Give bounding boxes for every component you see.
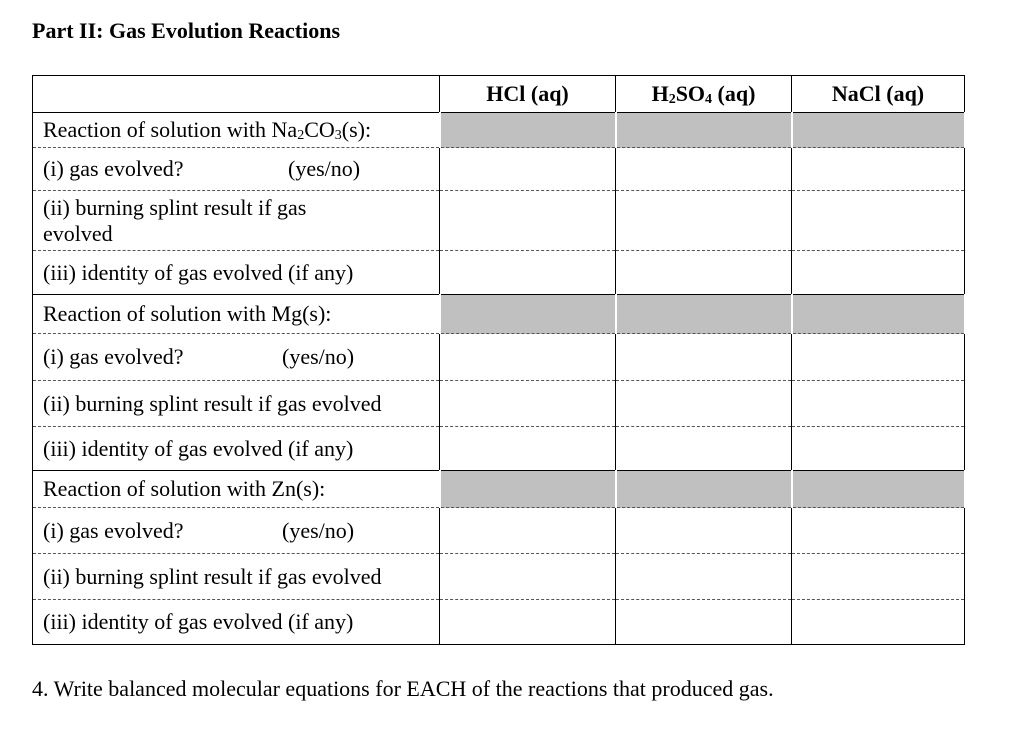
shaded-cell: [440, 113, 616, 148]
header-nacl: NaCl (aq): [792, 76, 965, 113]
answer-cell[interactable]: [616, 148, 792, 191]
shaded-cell: [440, 471, 616, 508]
answer-cell[interactable]: [440, 600, 616, 645]
answer-cell[interactable]: [440, 427, 616, 471]
answer-cell[interactable]: [792, 600, 965, 645]
row-label-gas-evolved: (i) gas evolved? (yes/no): [33, 334, 440, 381]
row-label-gas-identity: (iii) identity of gas evolved (if any): [33, 427, 440, 471]
answer-cell[interactable]: [616, 600, 792, 645]
answer-cell[interactable]: [792, 148, 965, 191]
row-label-burning-splint: (ii) burning splint result if gas evolved: [33, 381, 440, 427]
shaded-cell: [616, 113, 792, 148]
answer-cell[interactable]: [616, 508, 792, 554]
answer-cell[interactable]: [440, 251, 616, 295]
answer-cell[interactable]: [792, 508, 965, 554]
shaded-cell: [792, 471, 965, 508]
answer-cell[interactable]: [440, 334, 616, 381]
shaded-cell: [616, 471, 792, 508]
header-blank: [33, 76, 440, 113]
answer-cell[interactable]: [792, 251, 965, 295]
answer-cell[interactable]: [440, 148, 616, 191]
answer-cell[interactable]: [792, 381, 965, 427]
section-header-na2co3: Reaction of solution with $Na_2CO_3(s)$:: [33, 113, 440, 148]
answer-cell[interactable]: [616, 427, 792, 471]
answer-cell[interactable]: [616, 334, 792, 381]
section-title: Part II: Gas Evolution Reactions: [32, 18, 340, 43]
answer-cell[interactable]: [440, 191, 616, 251]
row-label-burning-splint: (ii) burning splint result if gas evolved: [33, 554, 440, 600]
shaded-cell: [616, 295, 792, 334]
row-label-gas-identity: (iii) identity of gas evolved (if any): [33, 251, 440, 295]
row-label-burning-splint: (ii) burning splint result if gas evolved: [33, 191, 440, 251]
row-label-gas-evolved: (i) gas evolved? (yes/no): [33, 148, 440, 191]
answer-cell[interactable]: [616, 381, 792, 427]
answer-cell[interactable]: [792, 191, 965, 251]
section-header-mg: Reaction of solution with Mg(s):: [33, 295, 440, 334]
row-label-gas-identity: (iii) identity of gas evolved (if any): [33, 600, 440, 645]
section-header-zn: Reaction of solution with Zn(s):: [33, 471, 440, 508]
answer-cell[interactable]: [616, 191, 792, 251]
answer-cell[interactable]: [440, 381, 616, 427]
header-hcl: HCl (aq): [440, 76, 616, 113]
gas-evolution-table: [32, 75, 966, 645]
answer-cell[interactable]: [792, 427, 965, 471]
answer-cell[interactable]: [616, 554, 792, 600]
row-label-gas-evolved: (i) gas evolved? (yes/no): [33, 508, 440, 554]
answer-cell[interactable]: [440, 554, 616, 600]
header-h2so4: $H_2SO_4$ (aq): [616, 76, 792, 113]
answer-cell[interactable]: [616, 251, 792, 295]
question-4: 4. Write balanced molecular equations for EACH of the reactions that produced gas.: [32, 676, 774, 701]
shaded-cell: [440, 295, 616, 334]
shaded-cell: [792, 295, 965, 334]
answer-cell[interactable]: [440, 508, 616, 554]
answer-cell[interactable]: [792, 554, 965, 600]
shaded-cell: [792, 113, 965, 148]
answer-cell[interactable]: [792, 334, 965, 381]
